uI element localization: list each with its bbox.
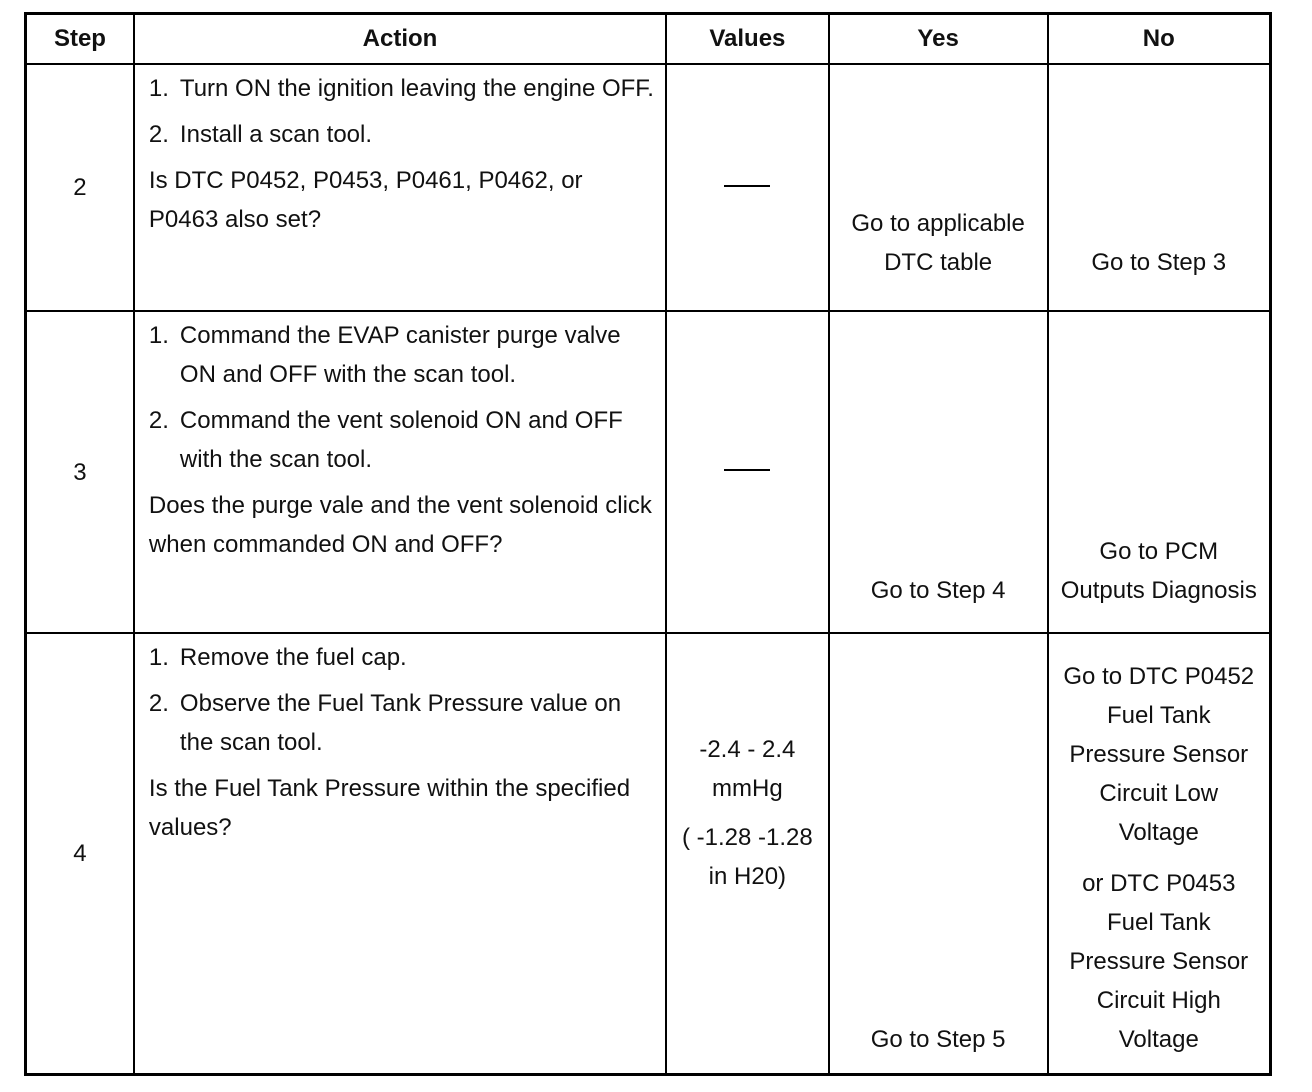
- action-item: [149, 638, 655, 677]
- no-text: Go to Step 3: [1091, 248, 1227, 276]
- action-number: 1.: [148, 321, 169, 349]
- yes-text: Go to Step 5: [870, 1026, 1006, 1053]
- diagnostic-table: [24, 12, 1272, 1076]
- values-cell: [666, 64, 829, 311]
- dash-icon: [724, 185, 770, 187]
- yes-text: Go to applicable DTC table: [851, 209, 1025, 276]
- values-cell: [666, 311, 829, 634]
- header-action: Action: [134, 14, 666, 65]
- table-row: [26, 311, 1271, 634]
- values-text: ( -1.28 -1.28 in H20): [682, 824, 813, 891]
- action-number: 1.: [148, 75, 169, 102]
- action-item: [149, 401, 655, 479]
- dash-icon: [724, 469, 770, 471]
- yes-cell: [829, 633, 1048, 1074]
- action-item: [149, 316, 655, 394]
- step-number: 3: [26, 311, 134, 634]
- step-number: 4: [26, 633, 134, 1074]
- no-cell: [1048, 311, 1271, 634]
- action-list: [149, 316, 655, 479]
- header-row: [26, 14, 1271, 65]
- table-header: [26, 14, 1271, 65]
- action-question: Is the Fuel Tank Pressure within the specified values?: [148, 775, 631, 842]
- action-number: 2.: [148, 690, 169, 718]
- header-no: No: [1048, 14, 1271, 65]
- yes-text: Go to Step 4: [870, 577, 1006, 605]
- values-text: [724, 456, 770, 483]
- yes-cell: [829, 64, 1048, 311]
- action-item: [149, 69, 655, 108]
- no-text: Go to DTC P0452 Fuel Tank Pressure Sensor Circuit Low Voltage: [1063, 663, 1255, 846]
- no-text: Go to PCM Outputs Diagnosis: [1060, 538, 1257, 605]
- no-text: or DTC P0453 Fuel Tank Pressure Sensor Circuit High Voltage: [1069, 870, 1249, 1053]
- values-cell: [666, 633, 829, 1074]
- action-cell: [134, 64, 666, 311]
- action-text: Remove the fuel cap.: [179, 644, 407, 672]
- action-number: 2.: [148, 406, 169, 434]
- action-item: [149, 684, 655, 762]
- action-question: Is DTC P0452, P0453, P0461, P0462, or P0463 also set?: [148, 167, 583, 233]
- table-row: [26, 633, 1271, 1074]
- values-text: -2.4 - 2.4 mmHg: [699, 736, 796, 803]
- action-item: [149, 115, 655, 154]
- action-text: Command the EVAP canister purge valve ON and OFF with the scan tool.: [179, 321, 621, 388]
- action-cell: [134, 311, 666, 634]
- values-text: [724, 171, 770, 198]
- action-cell: [134, 633, 666, 1074]
- action-list: [149, 638, 655, 762]
- no-cell: [1048, 633, 1271, 1074]
- header-yes: Yes: [829, 14, 1048, 65]
- header-step: Step: [26, 14, 134, 65]
- no-cell: [1048, 64, 1271, 311]
- action-number: 1.: [148, 644, 169, 672]
- action-text: Command the vent solenoid ON and OFF with the scan tool.: [179, 406, 623, 473]
- action-text: Install a scan tool.: [179, 121, 373, 148]
- table-row: [26, 64, 1271, 311]
- action-list: [149, 69, 655, 154]
- action-question: Does the purge vale and the vent solenoid click when commanded ON and OFF?: [148, 491, 652, 558]
- step-number: 2: [26, 64, 134, 311]
- action-number: 2.: [148, 121, 169, 148]
- action-text: Observe the Fuel Tank Pressure value on the scan tool.: [179, 690, 622, 757]
- action-text: Turn ON the ignition leaving the engine OFF.: [179, 75, 654, 102]
- header-values: Values: [666, 14, 829, 65]
- yes-cell: [829, 311, 1048, 634]
